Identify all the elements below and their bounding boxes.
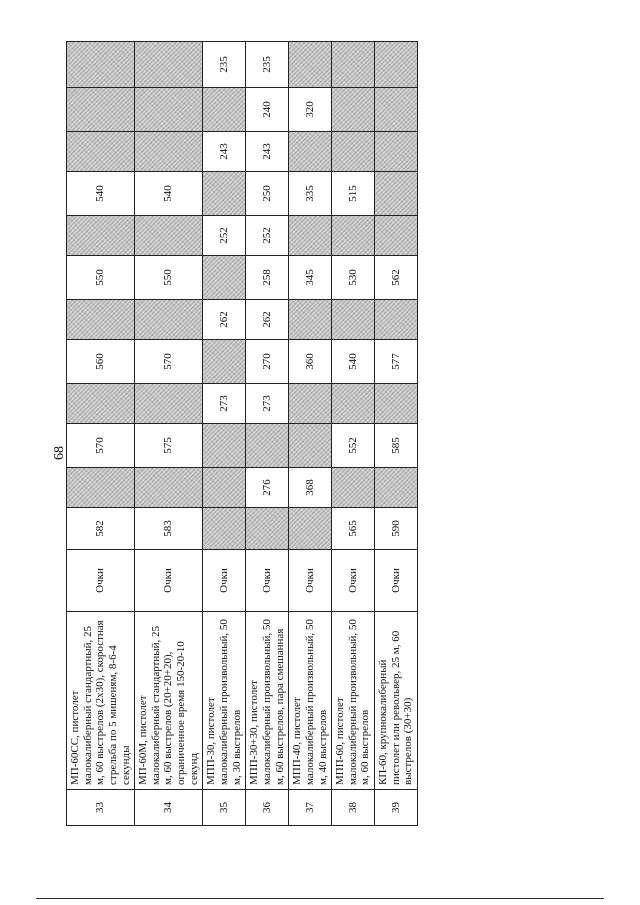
bottom-rule	[36, 898, 604, 899]
discipline-description-cell: МПП-30, пистолет малокалиберный произвольный, 50 м, 30 выстрелов	[203, 612, 246, 790]
standard-value-cell: 540	[67, 172, 135, 216]
shaded-cell	[289, 424, 332, 468]
row-number-cell: 36	[246, 790, 289, 826]
unit-cell: Очки	[67, 550, 135, 612]
standard-value-cell: 250	[246, 172, 289, 216]
discipline-description-cell: КП-60, крупнокалиберный пистолет или револьвер, 25 м, 60 выстрелов (30+30)	[375, 612, 418, 790]
shaded-cell	[375, 132, 418, 172]
unit-cell: Очки	[375, 550, 418, 612]
shaded-cell	[135, 132, 203, 172]
standard-value-cell: 360	[289, 340, 332, 384]
standard-value-cell: 273	[246, 384, 289, 424]
row-number-cell: 35	[203, 790, 246, 826]
discipline-description-cell: МПП-60, пистолет малокалиберный произвольный, 50 м, 60 выстрелов	[332, 612, 375, 790]
discipline-description-cell: МПП-30+30, пистолет малокалиберный произвольный, 50 м, 60 выстрелов, пара смешанная	[246, 612, 289, 790]
standard-value-cell: 530	[332, 256, 375, 300]
standard-value-cell: 550	[67, 256, 135, 300]
shaded-cell	[332, 300, 375, 340]
table-row	[135, 42, 203, 826]
shaded-cell	[332, 132, 375, 172]
shaded-cell	[375, 172, 418, 216]
shaded-cell	[332, 216, 375, 256]
table-row	[203, 42, 246, 826]
standard-value-cell: 552	[332, 424, 375, 468]
shaded-cell	[289, 384, 332, 424]
standard-value-cell: 585	[375, 424, 418, 468]
shaded-cell	[203, 256, 246, 300]
shaded-cell	[375, 468, 418, 508]
row-number-cell: 39	[375, 790, 418, 826]
standard-value-cell: 345	[289, 256, 332, 300]
shaded-cell	[375, 384, 418, 424]
shaded-cell	[246, 508, 289, 550]
standard-value-cell: 570	[135, 340, 203, 384]
unit-cell: Очки	[203, 550, 246, 612]
shaded-cell	[135, 42, 203, 88]
standard-value-cell: 235	[246, 42, 289, 88]
table-row	[332, 42, 375, 826]
shaded-cell	[203, 340, 246, 384]
unit-cell: Очки	[246, 550, 289, 612]
discipline-description-cell: МП-60М, пистолет малокалиберный стандартный, 25 м, 60 выстрелов (20+20+20), ограниченное время 150-20-10 секунд	[135, 612, 203, 790]
standard-value-cell: 515	[332, 172, 375, 216]
shaded-cell	[203, 508, 246, 550]
shaded-cell	[375, 216, 418, 256]
standard-value-cell: 550	[135, 256, 203, 300]
shaded-cell	[203, 424, 246, 468]
discipline-description-cell: МПП-40, пистолет малокалиберный произвольный, 50 м, 40 выстрелов	[289, 612, 332, 790]
shaded-cell	[289, 508, 332, 550]
discipline-description-cell: МП-60СС, пистолет малокалиберный стандартный, 25 м, 60 выстрелов (2х30), скоростная стрельба по 5 мишеням, 8-6-4 секунды	[67, 612, 135, 790]
standard-value-cell: 368	[289, 468, 332, 508]
table-row	[375, 42, 418, 826]
shaded-cell	[289, 42, 332, 88]
shaded-cell	[289, 216, 332, 256]
shaded-cell	[67, 42, 135, 88]
standard-value-cell: 270	[246, 340, 289, 384]
shaded-cell	[375, 88, 418, 132]
table-row	[246, 42, 289, 826]
standard-value-cell: 235	[203, 42, 246, 88]
standard-value-cell: 582	[67, 508, 135, 550]
standard-value-cell: 320	[289, 88, 332, 132]
shaded-cell	[135, 216, 203, 256]
standard-value-cell: 565	[332, 508, 375, 550]
shaded-cell	[332, 42, 375, 88]
standard-value-cell: 335	[289, 172, 332, 216]
page-number: 68	[52, 446, 67, 460]
rotated-table-container	[66, 56, 415, 826]
standards-table	[66, 41, 418, 826]
standard-value-cell: 276	[246, 468, 289, 508]
shaded-cell	[135, 88, 203, 132]
standard-value-cell: 590	[375, 508, 418, 550]
standard-value-cell: 583	[135, 508, 203, 550]
standard-value-cell: 262	[246, 300, 289, 340]
standard-value-cell: 252	[246, 216, 289, 256]
shaded-cell	[246, 424, 289, 468]
shaded-cell	[135, 384, 203, 424]
standard-value-cell: 575	[135, 424, 203, 468]
shaded-cell	[135, 300, 203, 340]
table-body	[67, 42, 418, 826]
shaded-cell	[67, 384, 135, 424]
row-number-cell: 34	[135, 790, 203, 826]
shaded-cell	[67, 88, 135, 132]
standard-value-cell: 243	[203, 132, 246, 172]
standard-value-cell: 577	[375, 340, 418, 384]
shaded-cell	[67, 132, 135, 172]
table-row	[67, 42, 135, 826]
standard-value-cell: 540	[332, 340, 375, 384]
standard-value-cell: 540	[135, 172, 203, 216]
standard-value-cell: 240	[246, 88, 289, 132]
shaded-cell	[67, 300, 135, 340]
shaded-cell	[332, 468, 375, 508]
shaded-cell	[332, 384, 375, 424]
shaded-cell	[332, 88, 375, 132]
row-number-cell: 38	[332, 790, 375, 826]
shaded-cell	[203, 468, 246, 508]
standard-value-cell: 252	[203, 216, 246, 256]
shaded-cell	[375, 300, 418, 340]
standard-value-cell: 562	[375, 256, 418, 300]
unit-cell: Очки	[135, 550, 203, 612]
standard-value-cell: 258	[246, 256, 289, 300]
standard-value-cell: 243	[246, 132, 289, 172]
standard-value-cell: 273	[203, 384, 246, 424]
table-row	[289, 42, 332, 826]
shaded-cell	[67, 216, 135, 256]
shaded-cell	[375, 42, 418, 88]
row-number-cell: 37	[289, 790, 332, 826]
shaded-cell	[203, 88, 246, 132]
row-number-cell: 33	[67, 790, 135, 826]
standard-value-cell: 560	[67, 340, 135, 384]
unit-cell: Очки	[332, 550, 375, 612]
shaded-cell	[289, 132, 332, 172]
standard-value-cell: 262	[203, 300, 246, 340]
shaded-cell	[67, 468, 135, 508]
shaded-cell	[289, 300, 332, 340]
shaded-cell	[203, 172, 246, 216]
standard-value-cell: 570	[67, 424, 135, 468]
shaded-cell	[135, 468, 203, 508]
unit-cell: Очки	[289, 550, 332, 612]
